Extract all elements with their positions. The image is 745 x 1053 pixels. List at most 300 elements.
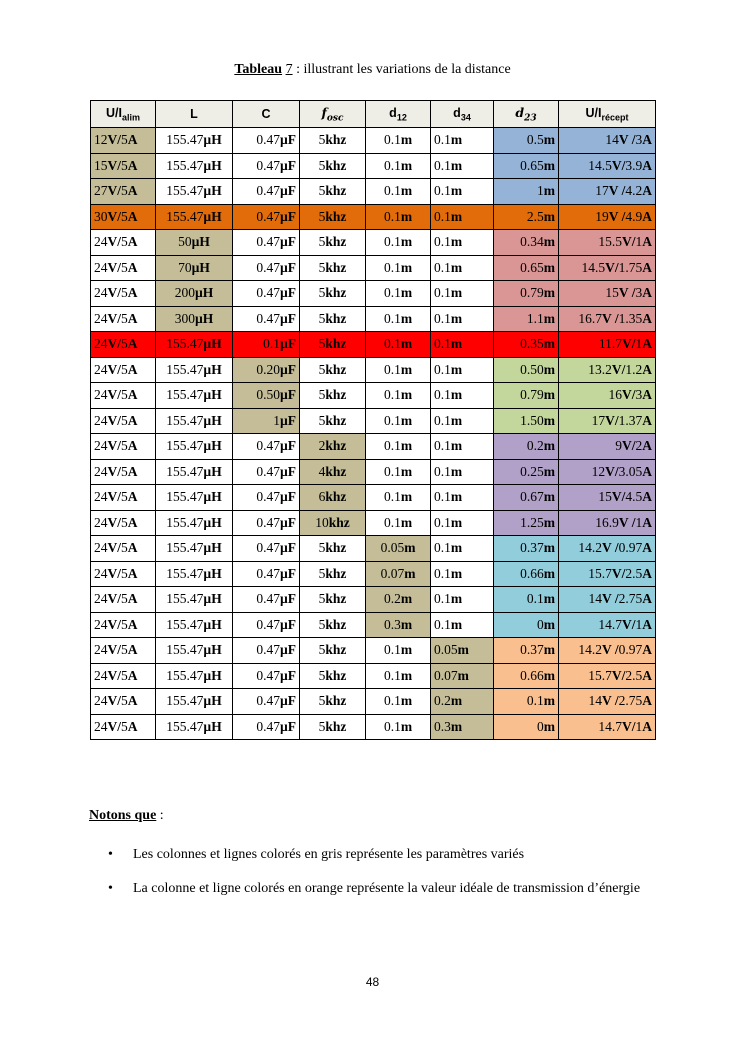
cell-number: 0.47	[256, 667, 280, 683]
cell-unit: µH	[203, 667, 222, 683]
cell-unit: m	[400, 132, 413, 148]
cell-number: 0.20	[256, 361, 280, 377]
cell-number: 0.1	[383, 285, 401, 301]
cell-unit: A	[642, 183, 652, 199]
table-cell	[233, 689, 300, 715]
table-cell	[300, 663, 366, 689]
cell-number: 0.67	[520, 489, 544, 505]
cell-unit: µF	[279, 387, 296, 403]
cell-unit: m	[543, 514, 555, 530]
cell-unit: m	[450, 183, 463, 199]
cell-unit: m	[543, 132, 555, 148]
cell-unit: khz	[325, 438, 347, 454]
cell-number: 3	[635, 285, 643, 301]
table-cell	[91, 536, 156, 562]
cell-unit: µF	[279, 132, 296, 148]
cell-unit: m	[543, 693, 555, 709]
cell-number: 0.1	[383, 489, 401, 505]
cell-unit: µH	[203, 183, 222, 199]
cell-number: 5	[318, 208, 326, 224]
table-cell	[91, 408, 156, 434]
cell-unit: khz	[325, 361, 347, 377]
cell-unit: V/	[622, 438, 636, 454]
table-cell	[300, 561, 366, 587]
table-cell	[494, 459, 559, 485]
table-cell	[431, 561, 494, 587]
table-cell	[431, 128, 494, 154]
cell-number: 0.66	[520, 667, 544, 683]
cell-number: 5	[121, 591, 128, 607]
cell-number: 0.1	[434, 565, 451, 581]
table-cell	[366, 357, 431, 383]
table-cell	[559, 434, 656, 460]
cell-unit: A	[127, 693, 138, 709]
table-cell	[494, 255, 559, 281]
cell-number: 12	[94, 132, 108, 148]
cell-number: 0.1	[434, 540, 451, 556]
cell-unit: m	[450, 514, 463, 530]
cell-number: 5	[318, 132, 326, 148]
cell-unit: µF	[279, 157, 296, 173]
cell-number: 14	[588, 591, 602, 607]
cell-unit: khz	[325, 157, 347, 173]
table-cell	[431, 281, 494, 307]
cell-unit: µH	[203, 565, 222, 581]
table-cell	[300, 204, 366, 230]
cell-number: 0.1	[434, 234, 451, 250]
cell-number: 9	[615, 438, 622, 454]
table-cell	[366, 408, 431, 434]
cell-unit: m	[543, 285, 555, 301]
cell-number: 0.07	[434, 667, 458, 683]
cell-number: 5	[121, 157, 128, 173]
cell-unit: V/	[622, 336, 636, 352]
cell-number: 155.47	[166, 336, 204, 352]
cell-number: 27	[94, 183, 108, 199]
cell-unit: µF	[279, 259, 296, 275]
cell-number: 1.50	[520, 412, 544, 428]
table-cell	[300, 612, 366, 638]
cell-number: 19	[595, 208, 609, 224]
table-cell	[366, 383, 431, 409]
table-cell	[91, 306, 156, 332]
table-cell	[91, 434, 156, 460]
table-cell	[431, 587, 494, 613]
table-cell	[559, 510, 656, 536]
cell-number: 0.1	[434, 591, 451, 607]
cell-unit: V/	[605, 463, 619, 479]
table-cell	[366, 663, 431, 689]
table-cell	[431, 408, 494, 434]
cell-unit: µH	[203, 387, 222, 403]
cell-unit: m	[450, 310, 463, 326]
table-cell	[300, 638, 366, 664]
table-cell	[494, 434, 559, 460]
table-row	[91, 383, 656, 409]
header-main: f	[321, 104, 327, 120]
table-cell	[494, 663, 559, 689]
cell-number: 0.47	[256, 642, 280, 658]
cell-number: 30	[94, 208, 108, 224]
cell-unit: m	[400, 642, 413, 658]
table-cell	[494, 357, 559, 383]
cell-number: 0.5	[526, 132, 544, 148]
column-header	[494, 101, 559, 128]
cell-unit: V /	[608, 183, 626, 199]
cell-number: 0.79	[520, 285, 544, 301]
cell-number: 1	[273, 412, 280, 428]
cell-unit: V /	[608, 208, 626, 224]
cell-unit: µF	[279, 234, 296, 250]
cell-unit: m	[543, 463, 555, 479]
cell-number: 155.47	[166, 132, 204, 148]
cell-unit: A	[642, 285, 652, 301]
table-cell	[366, 306, 431, 332]
cell-unit: V/	[107, 259, 121, 275]
table-row	[91, 663, 656, 689]
cell-number: 5	[121, 489, 128, 505]
cell-unit: µH	[203, 336, 222, 352]
table-cell	[431, 714, 494, 740]
table-cell	[366, 714, 431, 740]
header-main: d	[453, 105, 461, 120]
cell-unit: m	[404, 565, 416, 581]
cell-unit: khz	[325, 310, 347, 326]
cell-number: 5	[121, 642, 128, 658]
cell-unit: m	[400, 667, 413, 683]
cell-unit: V/	[107, 234, 121, 250]
table-cell	[559, 612, 656, 638]
cell-unit: A	[642, 310, 652, 326]
table-cell	[431, 179, 494, 205]
table-cell	[233, 383, 300, 409]
cell-unit: A	[127, 514, 138, 530]
table-cell	[300, 179, 366, 205]
cell-unit: V/	[107, 642, 121, 658]
table-cell	[494, 179, 559, 205]
table-cell	[156, 536, 233, 562]
table-cell	[366, 179, 431, 205]
column-header	[431, 101, 494, 128]
cell-unit: µF	[279, 514, 296, 530]
cell-number: 155.47	[166, 438, 204, 454]
cell-number: 1.2	[625, 361, 643, 377]
cell-unit: V /	[601, 591, 619, 607]
cell-number: 24	[94, 667, 108, 683]
cell-number: 5	[121, 259, 128, 275]
cell-number: 0.37	[520, 642, 544, 658]
cell-number: 5	[318, 234, 326, 250]
table-cell	[494, 332, 559, 358]
cell-unit: m	[450, 489, 463, 505]
table-cell	[559, 485, 656, 511]
table-cell	[494, 561, 559, 587]
cell-unit: A	[127, 540, 138, 556]
cell-number: 0.1	[383, 234, 401, 250]
table-cell	[156, 714, 233, 740]
cell-unit: A	[642, 540, 652, 556]
cell-unit: A	[127, 285, 138, 301]
cell-number: 0.47	[256, 718, 280, 734]
cell-unit: µH	[203, 489, 222, 505]
cell-unit: V/	[107, 157, 121, 173]
cell-number: 24	[94, 285, 108, 301]
cell-number: 1	[635, 514, 643, 530]
cell-unit: V/	[107, 693, 121, 709]
table-cell	[156, 689, 233, 715]
cell-unit: m	[543, 540, 555, 556]
table-row	[91, 689, 656, 715]
cell-unit: A	[642, 667, 652, 683]
cell-unit: V/	[622, 718, 636, 734]
cell-unit: µH	[203, 132, 222, 148]
cell-number: 12	[591, 463, 606, 479]
cell-number: 0.47	[256, 591, 280, 607]
cell-number: 0.1	[383, 183, 401, 199]
table-cell	[300, 153, 366, 179]
cell-number: 0.1	[434, 208, 451, 224]
table-caption	[0, 62, 745, 78]
table-cell	[233, 663, 300, 689]
cell-unit: A	[127, 310, 138, 326]
cell-number: 5	[318, 387, 326, 403]
table-row	[91, 434, 656, 460]
cell-number: 0.1	[526, 591, 544, 607]
cell-unit: V/	[611, 489, 626, 505]
cell-number: 5	[121, 693, 128, 709]
cell-unit: V/	[107, 183, 121, 199]
cell-number: 15	[598, 489, 612, 505]
table-cell	[559, 230, 656, 256]
cell-unit: V/	[611, 361, 626, 377]
cell-unit: m	[450, 540, 463, 556]
table-cell	[91, 281, 156, 307]
table-cell	[366, 561, 431, 587]
cell-unit: V/	[107, 412, 121, 428]
header-main: U/I	[585, 105, 602, 120]
cell-number: 17	[591, 412, 606, 428]
cell-number: 0.25	[520, 463, 544, 479]
cell-unit: A	[642, 234, 652, 250]
cell-unit: m	[450, 285, 463, 301]
cell-unit: m	[543, 336, 555, 352]
table-row	[91, 536, 656, 562]
cell-unit: A	[642, 642, 652, 658]
cell-unit: m	[450, 438, 463, 454]
cell-unit: µH	[191, 234, 210, 250]
table-cell	[91, 459, 156, 485]
cell-unit: µF	[279, 667, 296, 683]
page-number: 48	[365, 975, 380, 989]
cell-number: 14.5	[581, 259, 606, 275]
cell-number: 24	[94, 616, 108, 632]
table-cell	[233, 357, 300, 383]
table-row	[91, 357, 656, 383]
table-row	[91, 638, 656, 664]
table-cell	[431, 153, 494, 179]
table-cell	[91, 587, 156, 613]
cell-unit: m	[543, 412, 555, 428]
table-cell	[494, 612, 559, 638]
table-cell	[300, 510, 366, 536]
cell-unit: V/	[107, 310, 121, 326]
cell-unit: A	[127, 157, 138, 173]
cell-unit: A	[127, 361, 138, 377]
cell-number: 13.2	[588, 361, 612, 377]
cell-unit: m	[450, 616, 463, 632]
cell-unit: khz	[328, 514, 350, 530]
table-cell	[494, 383, 559, 409]
cell-number: 2.5	[625, 667, 643, 683]
table-row	[91, 587, 656, 613]
table-cell	[300, 357, 366, 383]
cell-number: 155.47	[166, 565, 204, 581]
cell-unit: V /	[601, 310, 619, 326]
table-cell	[431, 357, 494, 383]
table-cell	[366, 485, 431, 511]
table-cell	[233, 459, 300, 485]
cell-unit: µF	[279, 208, 296, 224]
cell-number: 4.5	[625, 489, 643, 505]
cell-unit: m	[400, 463, 413, 479]
cell-number: 5	[318, 616, 326, 632]
cell-number: 0.47	[256, 259, 280, 275]
cell-number: 0.47	[256, 234, 280, 250]
table-row	[91, 408, 656, 434]
table-cell	[300, 459, 366, 485]
notes-label: Notons que	[89, 808, 157, 823]
cell-unit: V/	[107, 514, 121, 530]
notes-heading	[89, 808, 164, 824]
cell-unit: µH	[203, 591, 222, 607]
cell-unit: m	[450, 718, 463, 734]
cell-number: 14.2	[578, 642, 602, 658]
cell-number: 15.5	[598, 234, 622, 250]
cell-unit: khz	[325, 667, 347, 683]
cell-unit: khz	[325, 412, 347, 428]
cell-unit: V /	[618, 132, 636, 148]
cell-unit: khz	[325, 565, 347, 581]
cell-unit: µF	[279, 489, 296, 505]
header-main: d	[389, 105, 397, 120]
cell-number: 0.1	[383, 693, 401, 709]
table-cell	[559, 663, 656, 689]
table-cell	[156, 204, 233, 230]
cell-unit: khz	[325, 285, 347, 301]
cell-number: 0.1	[434, 412, 451, 428]
table-cell	[156, 612, 233, 638]
cell-unit: A	[642, 616, 652, 632]
table-cell	[431, 536, 494, 562]
cell-unit: m	[450, 412, 463, 428]
cell-unit: µH	[194, 310, 214, 326]
cell-number: 5	[121, 208, 128, 224]
cell-unit: A	[127, 667, 138, 683]
cell-unit: khz	[325, 489, 347, 505]
cell-unit: m	[400, 310, 413, 326]
cell-number: 5	[121, 132, 128, 148]
cell-unit: m	[400, 157, 413, 173]
table-cell	[366, 689, 431, 715]
table-cell	[300, 332, 366, 358]
table-row	[91, 179, 656, 205]
table-cell	[156, 281, 233, 307]
cell-number: 24	[94, 438, 108, 454]
table-cell	[233, 255, 300, 281]
table-cell	[300, 714, 366, 740]
cell-number: 4.2	[625, 183, 643, 199]
cell-number: 15.7	[588, 667, 612, 683]
cell-number: 5	[121, 616, 128, 632]
cell-number: 0.1	[434, 132, 451, 148]
cell-unit: V/	[107, 208, 121, 224]
table-cell	[91, 714, 156, 740]
cell-number: 5	[318, 310, 326, 326]
table-cell	[156, 459, 233, 485]
cell-number: 0.97	[618, 642, 643, 658]
table-cell	[91, 383, 156, 409]
table-cell	[91, 332, 156, 358]
cell-number: 0.1	[383, 463, 401, 479]
cell-unit: V/	[107, 565, 121, 581]
cell-number: 3	[635, 132, 643, 148]
table-cell	[366, 230, 431, 256]
table-cell	[494, 485, 559, 511]
cell-unit: m	[400, 412, 413, 428]
cell-number: 0.1	[383, 412, 401, 428]
cell-unit: µF	[279, 463, 296, 479]
cell-number: 16.7	[578, 310, 602, 326]
cell-unit: µF	[279, 565, 296, 581]
column-header	[156, 101, 233, 128]
cell-number: 5	[121, 310, 128, 326]
cell-number: 4	[318, 463, 326, 479]
table-cell	[91, 255, 156, 281]
notes-suffix: :	[156, 808, 164, 823]
cell-number: 14.7	[598, 616, 622, 632]
cell-unit: m	[450, 463, 463, 479]
table-cell	[156, 587, 233, 613]
table-cell	[156, 663, 233, 689]
cell-unit: V/	[107, 438, 121, 454]
cell-number: 10	[315, 514, 329, 530]
cell-number: 1	[635, 234, 643, 250]
table-cell	[300, 306, 366, 332]
table-cell	[233, 587, 300, 613]
cell-number: 24	[94, 387, 108, 403]
cell-unit: A	[127, 234, 138, 250]
cell-unit: A	[642, 718, 652, 734]
table-cell	[494, 638, 559, 664]
cell-unit: m	[543, 642, 555, 658]
table-cell	[559, 281, 656, 307]
table-cell	[300, 689, 366, 715]
cell-unit: A	[642, 387, 652, 403]
cell-number: 155.47	[166, 514, 204, 530]
header-sub: 12	[396, 112, 407, 123]
cell-number: 1.75	[618, 259, 643, 275]
cell-unit: A	[127, 489, 138, 505]
cell-number: 155.47	[166, 361, 204, 377]
table-cell	[559, 153, 656, 179]
cell-unit: µH	[203, 642, 222, 658]
cell-unit: m	[543, 208, 555, 224]
cell-unit: khz	[325, 540, 347, 556]
table-cell	[431, 332, 494, 358]
cell-unit: m	[450, 132, 463, 148]
table-cell	[91, 663, 156, 689]
cell-number: 0.2	[526, 438, 544, 454]
